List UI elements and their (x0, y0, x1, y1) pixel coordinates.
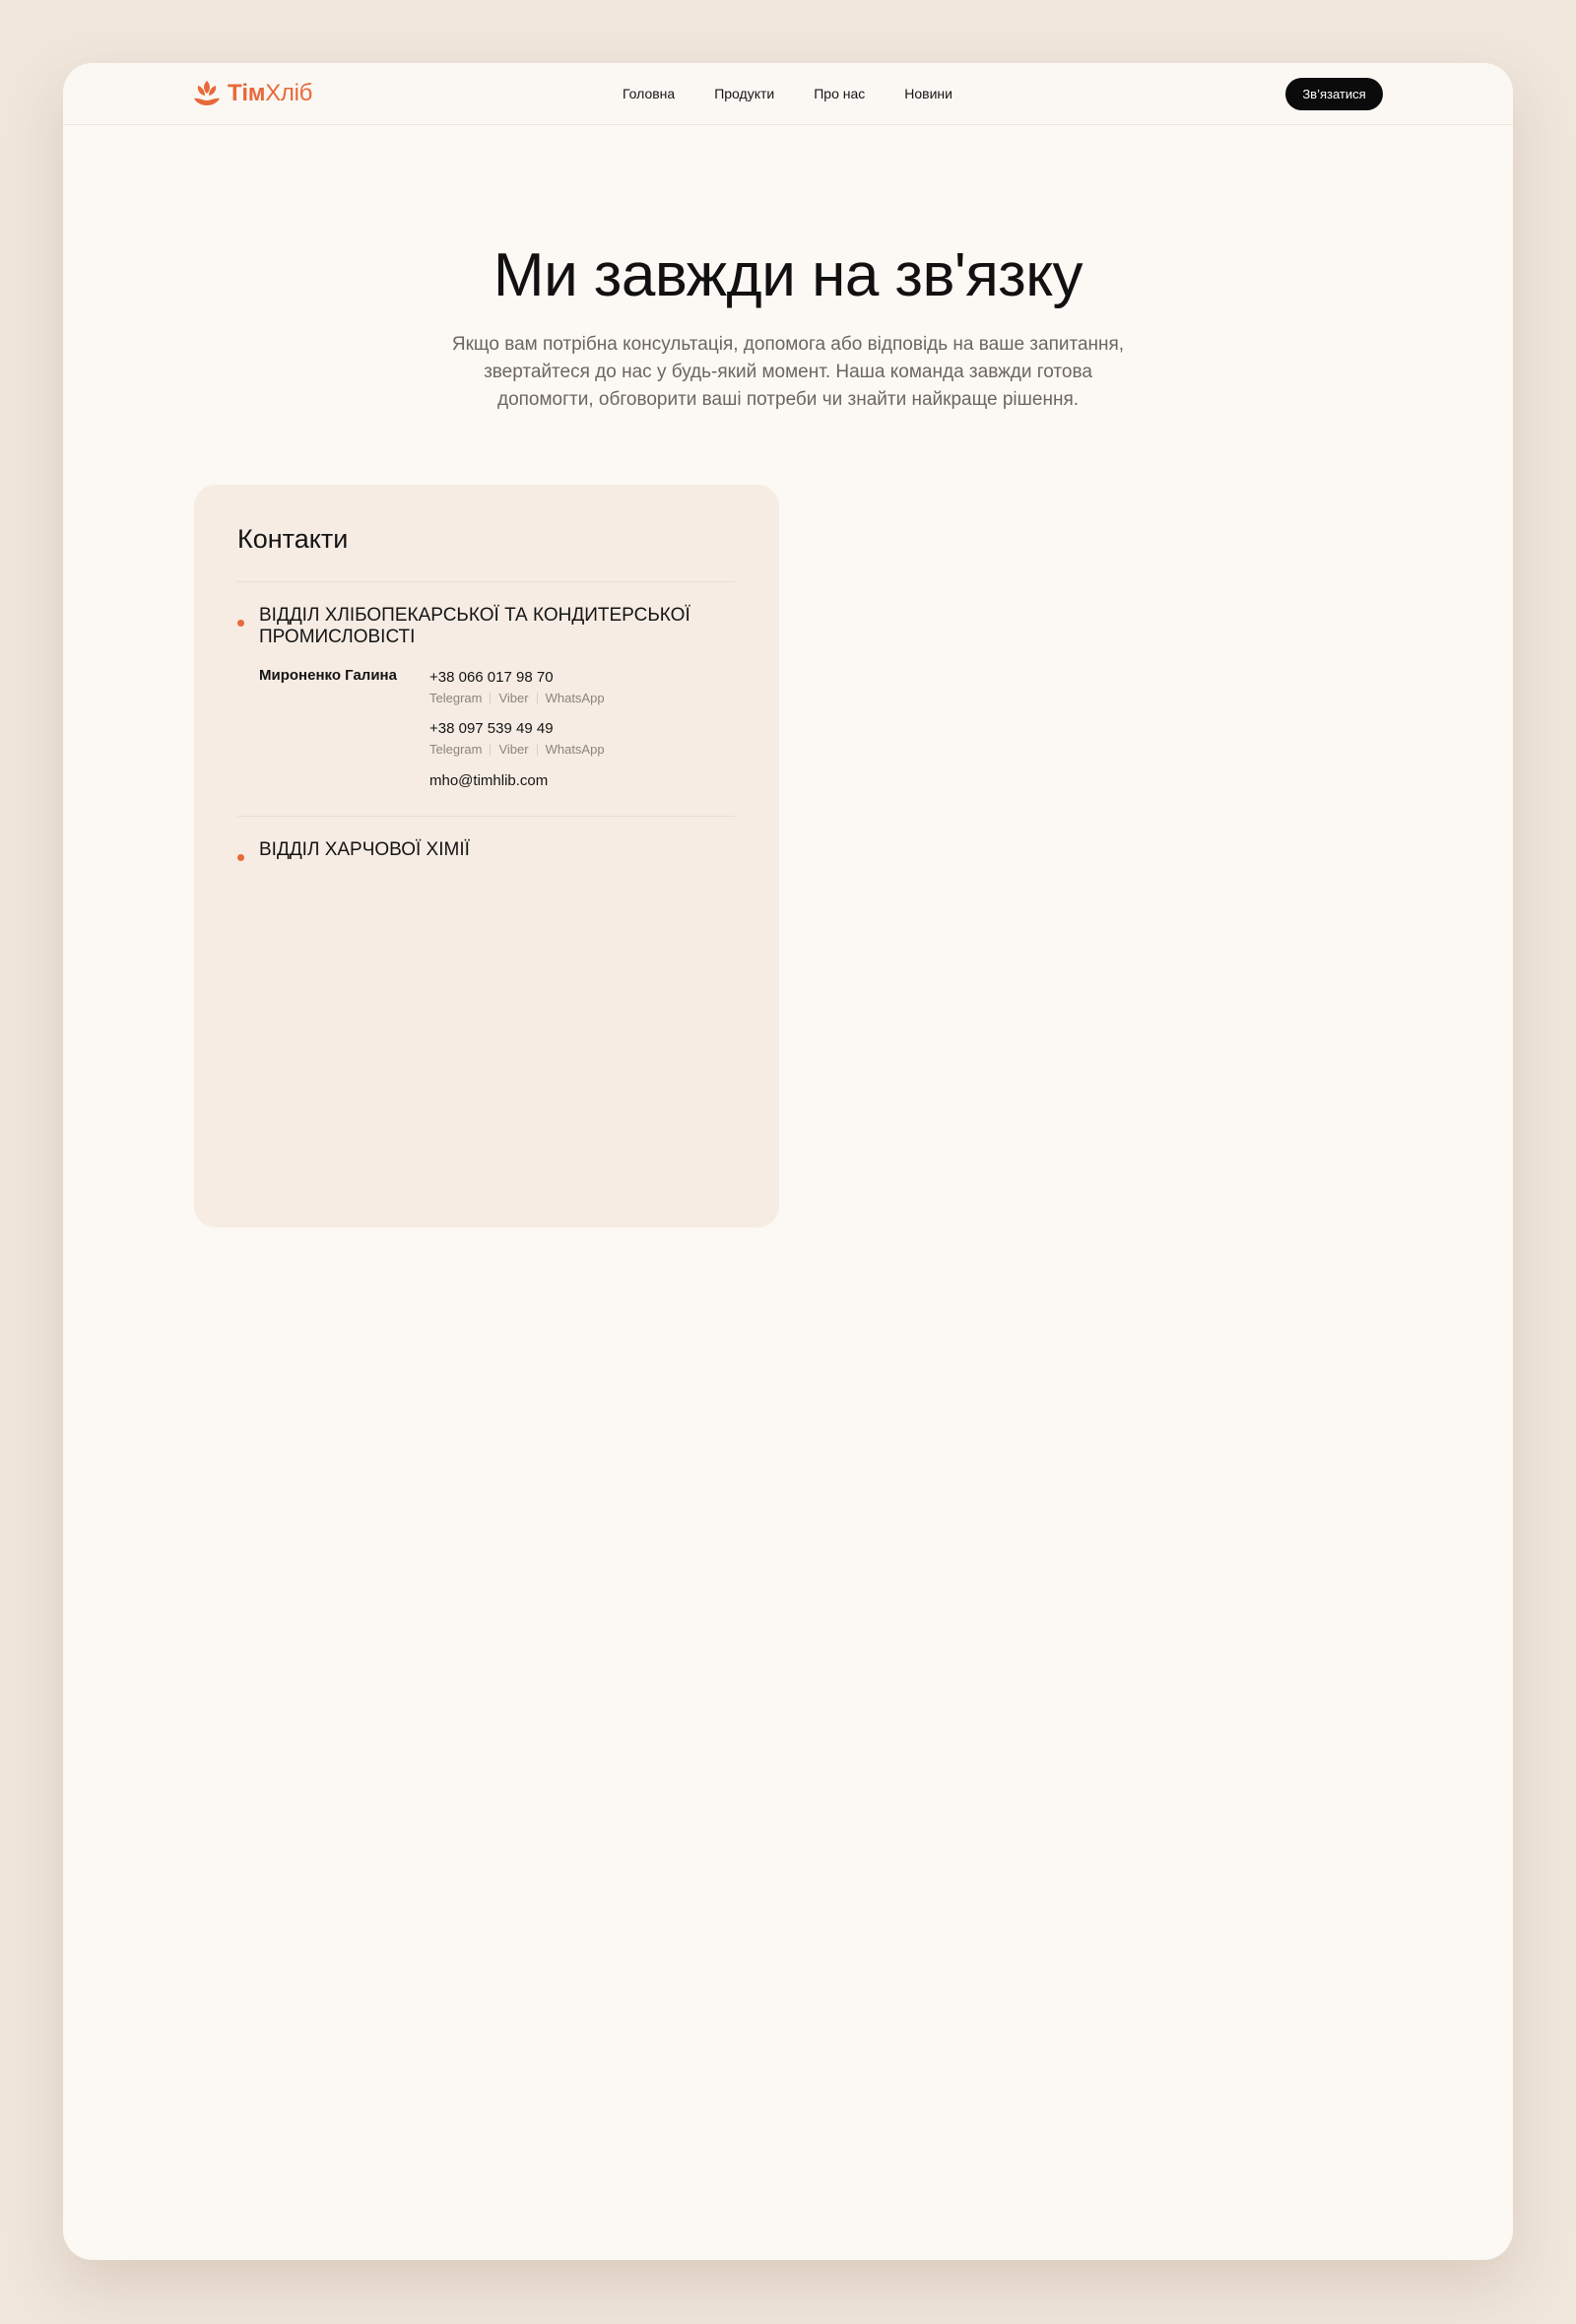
viber-link[interactable]: Viber (498, 691, 529, 705)
contacts-title: Контакти (237, 524, 349, 554)
contacts-card (194, 485, 779, 1228)
wheat-hand-icon (192, 77, 222, 110)
messenger-links (429, 691, 605, 705)
department-title-line: ВІДДІЛ ХЛІБОПЕКАРСЬКОЇ ТА КОНДИТЕРСЬКОЇ (259, 605, 690, 626)
site-header (63, 63, 1513, 125)
department-title (259, 839, 752, 861)
page-frame (63, 63, 1513, 2260)
divider (237, 581, 735, 582)
telegram-link[interactable]: Telegram (429, 742, 483, 757)
nav-item-about[interactable]: Про нас (814, 86, 866, 101)
subtitle-line: звертайтеся до нас у будь-який момент. Наша команда завжди готова (484, 362, 1092, 382)
logo[interactable] (192, 77, 312, 110)
whatsapp-link[interactable]: WhatsApp (545, 691, 605, 705)
nav-item-home[interactable]: Головна (623, 86, 676, 101)
logo-text: ТімХліб (228, 80, 313, 106)
department-title (259, 605, 752, 648)
bullet-dot (237, 620, 244, 627)
divider (237, 816, 735, 817)
department-title-line: ПРОМИСЛОВІСТІ (259, 627, 416, 647)
subtitle-line: допомогти, обговорити ваші потреби чи знайти найкраще рішення. (496, 389, 1080, 410)
phone-link[interactable]: +38 066 017 98 70 (429, 669, 554, 686)
whatsapp-link[interactable]: WhatsApp (545, 742, 605, 757)
email-link[interactable]: mho@timhlib.com (429, 772, 549, 789)
page-title: Ми завжди на зв'язку (492, 241, 1084, 309)
messenger-links (429, 742, 605, 757)
subtitle-line: Якщо вам потрібна консультація, допомога або відповідь на ваше запитання, (451, 334, 1125, 355)
contact-cta-button[interactable]: Зв’язатися (1285, 78, 1383, 110)
phone-link[interactable]: +38 097 539 49 49 (429, 720, 554, 737)
nav-item-products[interactable]: Продукти (714, 86, 775, 101)
department-title-line: ВІДДІЛ ХАРЧОВОЇ ХІМІЇ (259, 839, 470, 860)
nav-item-news[interactable]: Новини (904, 86, 952, 101)
page-subtitle (433, 331, 1143, 414)
bullet-dot (237, 854, 244, 861)
main-nav (623, 86, 952, 101)
viber-link[interactable]: Viber (498, 742, 529, 757)
person-name: Мироненко Галина (259, 667, 397, 684)
telegram-link[interactable]: Telegram (429, 691, 483, 705)
department-person (259, 668, 397, 684)
